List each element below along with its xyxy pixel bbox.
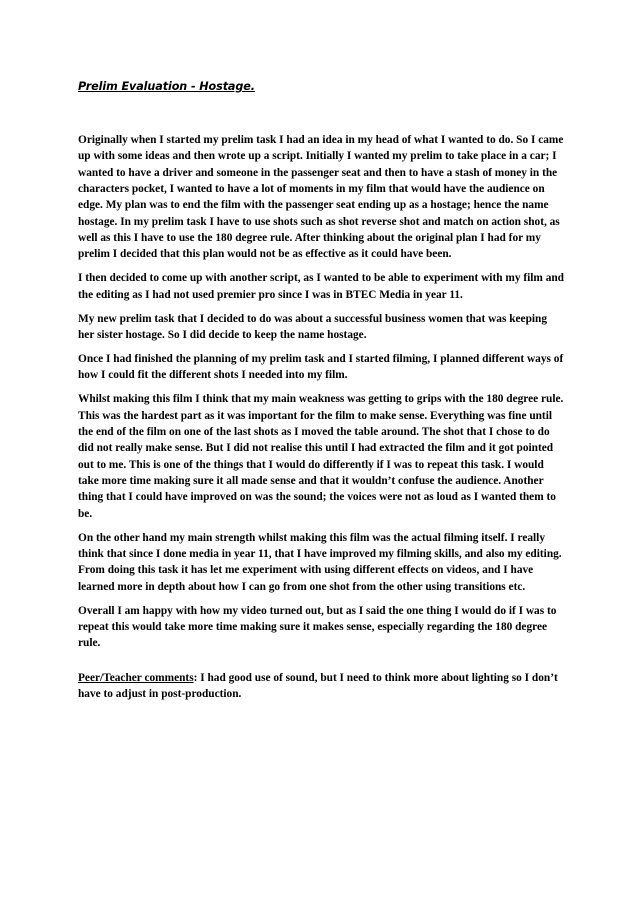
paragraph-original-plan: Originally when I started my prelim task I had an idea in my head of what I wanted to do. So I came up with some ideas and then wrote up a script. Initially I wanted my prelim to take place in a car; I wanted to have a driver and someone in the passenger seat and then to have a stash of money in the characters pocket, I wanted to have a lot of moments in my film that would have the audience on edge. My plan was to end the film with the passenger seat ending up as a hostage; hence the name hostage. In my prelim task I have to use shots such as shot reverse shot and match on action shot, as well as this I have to use the 180 degree rule. After thinking about the original plan I had for my prelim I decided that this plan would not be as effective as it could have been. xyxy=(78,134,564,261)
paragraph-filming-plan: Once I had finished the planning of my prelim task and I started filming, I planned different ways of how I could fit the different shots I needed into my film. xyxy=(78,352,564,382)
paragraph-new-prelim-task: My new prelim task that I decided to do was about a successful business women that was keeping her sister hostage. So I did decide to keep the name hostage. xyxy=(78,312,548,341)
paragraph-overall: Overall I am happy with how my video turned out, but as I said the one thing I would do if I was to repeat this would take more time making sure it makes sense, especially regarding the 180 degree rule. xyxy=(78,604,557,650)
comments-label: Peer/Teacher comments xyxy=(78,671,194,684)
paragraph-weakness: Whilst making this film I think that my main weakness was getting to grips with the 180 degree rule. This was the hardest part as it was important for the film to make sense. Everything was fine until the end of the film on one of the last shots as I moved the table around. The shot that I chose to do did not really make sense. But I did not realise this until I had extracted the film and it got pointed out to me. This is one of the things that I would do differently if I was to repeat this task. I would take more time making sure it all made sense and that it wouldn’t confuse the audience. Another thing that I could have improved on was the sound; the voices were not as loud as I wanted them to be. xyxy=(78,393,564,520)
document-body xyxy=(78,132,564,710)
paragraph-new-script: I then decided to come up with another script, as I wanted to be able to experiment with my film and the editing as I had not used premier pro since I was in BTEC Media in year 11. xyxy=(78,272,564,301)
comments-text: : I had good use of sound, but I need to think more about lighting so I don’t have to adjust in post-production. xyxy=(78,671,558,700)
peer-teacher-comments xyxy=(78,670,564,703)
paragraph-strength: On the other hand my main strength whilst making this film was the actual filming itself. I really think that since I done media in year 11, that I have improved my filming skills, and also my editing. From doing this task it has let me experiment with using different effects on videos, and I have learned more in depth about how I can go from one shot from the other using transitions etc. xyxy=(78,531,562,593)
document-title: Prelim Evaluation - Hostage. xyxy=(78,80,255,93)
